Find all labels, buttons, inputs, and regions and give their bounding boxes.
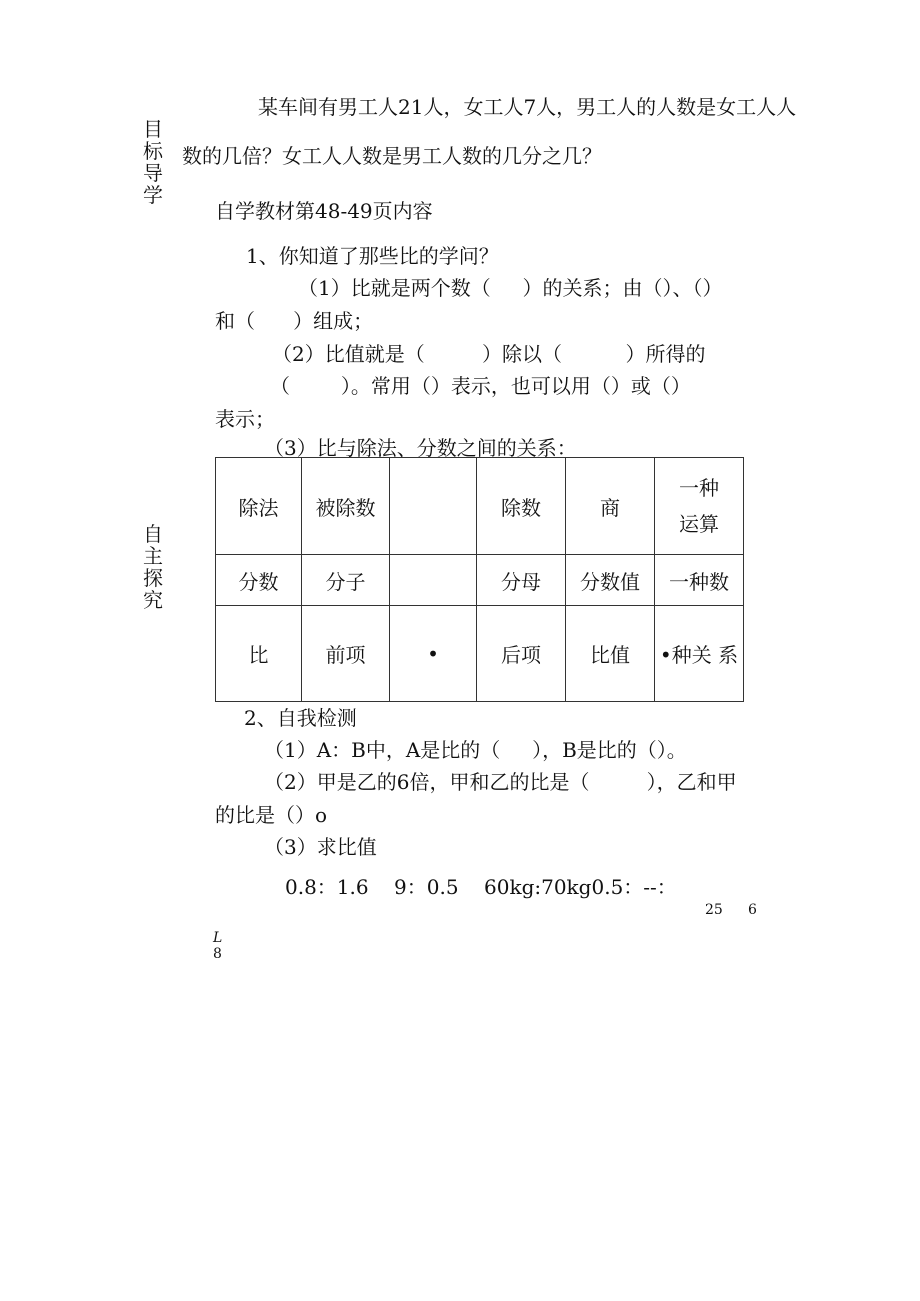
fraction-number-6: 6 <box>748 902 757 918</box>
check-title: 2、自我检测 <box>244 706 357 730</box>
table-cell <box>390 555 477 606</box>
table-cell: 分数 <box>216 555 302 606</box>
question-1-1-line-2: 和（ ）组成； <box>215 309 374 333</box>
table-cell: 除数 <box>477 458 566 555</box>
section-label-goal: 目标导学 <box>143 117 163 207</box>
study-instruction: 自学教材第48-49页内容 <box>215 199 433 223</box>
intro-line-1: 某车间有男工人21人，女工人7人，男工人的人数是女工人人 <box>258 95 797 119</box>
question-1-2-line-3: 表示； <box>215 407 275 431</box>
question-1-title: 1、你知道了那些比的学问？ <box>246 244 499 268</box>
fraction-number-25: 25 <box>705 902 723 918</box>
fraction-bottom-8: 8 <box>213 946 222 962</box>
table-cell: 一种数 <box>655 555 744 606</box>
table-cell: 比值 <box>566 606 655 702</box>
question-1-2-line-2: （ ）。常用（）表示，也可以用（）或（） <box>270 374 691 398</box>
table-cell: • <box>390 606 477 702</box>
table-cell: 分数值 <box>566 555 655 606</box>
check-item-1: （1）A：B中，A是比的（ ），B是比的（）。 <box>264 738 687 762</box>
question-1-2-line-1: （2）比值就是（ ）除以（ ）所得的 <box>272 342 706 366</box>
fraction-top-l: L <box>213 930 223 946</box>
table-cell: 比 <box>216 606 302 702</box>
table-cell: •种关 系 <box>655 606 744 702</box>
check-item-3: （3）求比值 <box>264 835 377 859</box>
table-cell: 除法 <box>216 458 302 555</box>
table-cell: 一种运算 <box>655 458 744 555</box>
table-cell: 分母 <box>477 555 566 606</box>
table-cell: 商 <box>566 458 655 555</box>
table-cell <box>390 458 477 555</box>
check-item-2-line-2: 的比是（）o <box>215 803 328 827</box>
relation-table <box>215 457 744 702</box>
table-cell: 被除数 <box>302 458 390 555</box>
question-1-1-line-1: （1）比就是两个数（ ）的关系；由（）、（） <box>298 276 723 300</box>
section-label-explore: 自主探究 <box>143 522 163 612</box>
intro-line-2: 数的几倍？女工人人数是男工人数的几分之几？ <box>182 144 602 168</box>
question-1-3: （3）比与除法、分数之间的关系： <box>264 436 577 460</box>
ratio-expressions: 0.8：1.6 9：0.5 60kg:70kg0.5：--： <box>285 875 677 899</box>
table-cell: 后项 <box>477 606 566 702</box>
table-cell: 前项 <box>302 606 390 702</box>
check-item-2-line-1: （2）甲是乙的6倍，甲和乙的比是（ ），乙和甲 <box>264 770 737 794</box>
table-row <box>216 606 744 702</box>
table-cell: 分子 <box>302 555 390 606</box>
table-row <box>216 555 744 606</box>
table-row <box>216 458 744 555</box>
